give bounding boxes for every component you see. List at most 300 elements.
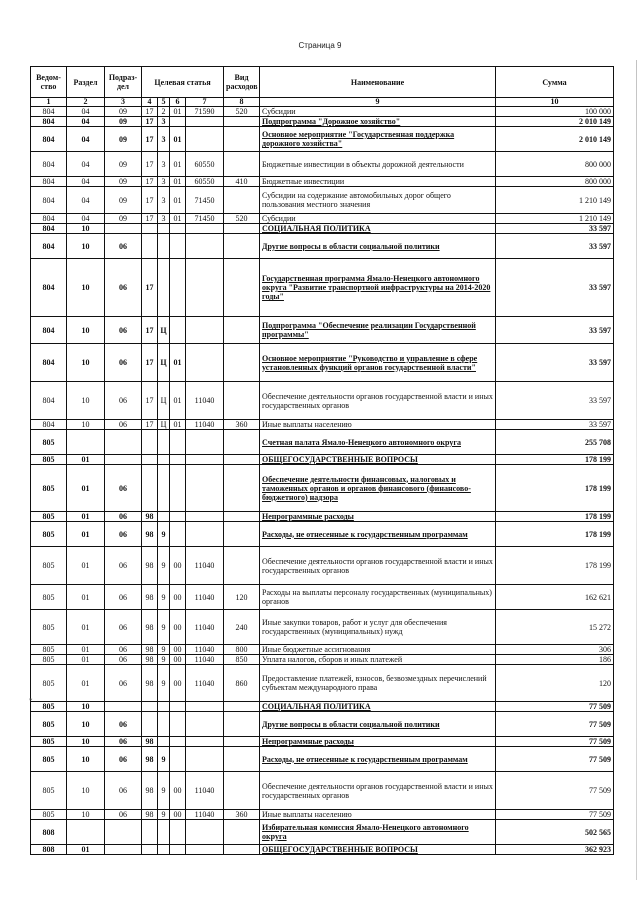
cell-program: 98 xyxy=(142,665,158,702)
header-number: 4 xyxy=(142,98,158,107)
cell-direction xyxy=(186,820,224,845)
cell-subprogram: Ц xyxy=(158,382,170,420)
cell-subprogram xyxy=(158,224,170,234)
cell-program: 17 xyxy=(142,152,158,177)
table-row xyxy=(31,772,614,810)
header-number: 1 xyxy=(31,98,67,107)
header-row xyxy=(31,67,614,98)
cell-section: 10 xyxy=(67,737,105,747)
budget-table xyxy=(30,66,614,855)
cell-direction: 11040 xyxy=(186,810,224,820)
cell-program: 17 xyxy=(142,117,158,127)
cell-department: 808 xyxy=(31,845,67,855)
cell-section: 01 xyxy=(67,645,105,655)
cell-sum: 77 509 xyxy=(496,772,614,810)
header-number: 5 xyxy=(158,98,170,107)
cell-expense-type: 520 xyxy=(224,214,260,224)
cell-event xyxy=(170,702,186,712)
cell-program: 17 xyxy=(142,214,158,224)
cell-subprogram: 9 xyxy=(158,522,170,547)
cell-subprogram: 9 xyxy=(158,585,170,610)
cell-subsection: 06 xyxy=(105,772,142,810)
cell-sum: 186 xyxy=(496,655,614,665)
cell-subsection: 09 xyxy=(105,177,142,187)
cell-name: Субсидии на содержание автомобильных дорог общего пользования местного значения xyxy=(260,187,496,214)
header-number: 8 xyxy=(224,98,260,107)
cell-name: Избирательная комиссия Ямало-Ненецкого автономного округа xyxy=(260,820,496,845)
cell-name: Иные закупки товаров, работ и услуг для обеспечения государственных (муниципальных) нужд xyxy=(260,610,496,645)
cell-expense-type xyxy=(224,747,260,772)
cell-department: 805 xyxy=(31,455,67,465)
cell-subprogram: 9 xyxy=(158,772,170,810)
table-row xyxy=(31,737,614,747)
cell-department: 805 xyxy=(31,430,67,455)
cell-subprogram xyxy=(158,737,170,747)
cell-event xyxy=(170,317,186,344)
cell-department: 805 xyxy=(31,702,67,712)
cell-direction xyxy=(186,224,224,234)
cell-section: 04 xyxy=(67,107,105,117)
cell-subsection: 06 xyxy=(105,747,142,772)
cell-program: 98 xyxy=(142,737,158,747)
cell-section: 01 xyxy=(67,522,105,547)
cell-subsection: 06 xyxy=(105,645,142,655)
cell-section: 04 xyxy=(67,187,105,214)
cell-direction: 11040 xyxy=(186,547,224,585)
cell-subprogram xyxy=(158,712,170,737)
table-row xyxy=(31,465,614,512)
cell-subprogram xyxy=(158,455,170,465)
cell-name: Расходы на выплаты персоналу государственных (муниципальных) органов xyxy=(260,585,496,610)
cell-name: Расходы, не отнесенные к государственным программам xyxy=(260,522,496,547)
cell-name: Обеспечение деятельности органов государственной власти и иных государственных органов xyxy=(260,772,496,810)
cell-subsection xyxy=(105,820,142,845)
cell-event xyxy=(170,512,186,522)
cell-sum: 362 923 xyxy=(496,845,614,855)
cell-sum: 255 708 xyxy=(496,430,614,455)
cell-name: Непрограммные расходы xyxy=(260,737,496,747)
cell-program: 98 xyxy=(142,522,158,547)
cell-name: Обеспечение деятельности финансовых, налоговых и таможенных органов и органов финансового (финансово-бюджетного) надзора xyxy=(260,465,496,512)
cell-event: 00 xyxy=(170,810,186,820)
cell-expense-type: 120 xyxy=(224,585,260,610)
cell-event xyxy=(170,455,186,465)
header-number: 9 xyxy=(260,98,496,107)
cell-program xyxy=(142,845,158,855)
cell-event: 01 xyxy=(170,127,186,152)
cell-section: 10 xyxy=(67,772,105,810)
cell-program: 98 xyxy=(142,610,158,645)
cell-expense-type: 410 xyxy=(224,177,260,187)
cell-direction: 71450 xyxy=(186,187,224,214)
cell-department: 804 xyxy=(31,259,67,317)
cell-program xyxy=(142,224,158,234)
cell-expense-type xyxy=(224,820,260,845)
cell-sum: 2 010 149 xyxy=(496,127,614,152)
cell-section: 10 xyxy=(67,702,105,712)
cell-subprogram xyxy=(158,512,170,522)
cell-subprogram: Ц xyxy=(158,344,170,382)
cell-program: 98 xyxy=(142,772,158,810)
table-row xyxy=(31,152,614,177)
cell-sum: 178 199 xyxy=(496,512,614,522)
cell-sum: 2 010 149 xyxy=(496,117,614,127)
table-row xyxy=(31,512,614,522)
table-row xyxy=(31,845,614,855)
cell-name: Подпрограмма "Дорожное хозяйство" xyxy=(260,117,496,127)
cell-department: 805 xyxy=(31,810,67,820)
cell-event: 00 xyxy=(170,585,186,610)
cell-subprogram: 3 xyxy=(158,214,170,224)
cell-section: 10 xyxy=(67,420,105,430)
cell-subsection: 06 xyxy=(105,547,142,585)
cell-direction: 11040 xyxy=(186,382,224,420)
table-row xyxy=(31,712,614,737)
cell-department: 805 xyxy=(31,772,67,810)
cell-subsection: 06 xyxy=(105,810,142,820)
cell-sum: 306 xyxy=(496,645,614,655)
cell-subsection: 06 xyxy=(105,655,142,665)
cell-sum: 77 509 xyxy=(496,737,614,747)
cell-expense-type: 360 xyxy=(224,420,260,430)
cell-subsection: 06 xyxy=(105,259,142,317)
cell-event: 01 xyxy=(170,177,186,187)
cell-sum: 77 509 xyxy=(496,747,614,772)
table-row xyxy=(31,317,614,344)
cell-name: Обеспечение деятельности органов государственной власти и иных государственных органов xyxy=(260,382,496,420)
cell-expense-type xyxy=(224,465,260,512)
cell-subprogram: Ц xyxy=(158,317,170,344)
cell-department: 804 xyxy=(31,382,67,420)
cell-expense-type xyxy=(224,344,260,382)
cell-direction xyxy=(186,702,224,712)
cell-expense-type: 520 xyxy=(224,107,260,117)
cell-section xyxy=(67,820,105,845)
table-row xyxy=(31,810,614,820)
cell-program: 17 xyxy=(142,420,158,430)
cell-expense-type xyxy=(224,317,260,344)
header-number: 7 xyxy=(186,98,224,107)
cell-department: 805 xyxy=(31,522,67,547)
cell-subsection: 06 xyxy=(105,382,142,420)
cell-department: 804 xyxy=(31,127,67,152)
cell-name: Иные выплаты населению xyxy=(260,420,496,430)
table-row xyxy=(31,117,614,127)
cell-department: 804 xyxy=(31,187,67,214)
cell-name: Иные выплаты населению xyxy=(260,810,496,820)
cell-department: 805 xyxy=(31,512,67,522)
cell-section: 04 xyxy=(67,214,105,224)
cell-section: 01 xyxy=(67,610,105,645)
table-row xyxy=(31,455,614,465)
header-section: Раздел xyxy=(67,67,105,98)
cell-name: СОЦИАЛЬНАЯ ПОЛИТИКА xyxy=(260,224,496,234)
cell-program: 17 xyxy=(142,177,158,187)
cell-event: 00 xyxy=(170,547,186,585)
cell-name: Другие вопросы в области социальной политики xyxy=(260,712,496,737)
cell-program: 17 xyxy=(142,107,158,117)
cell-direction xyxy=(186,127,224,152)
cell-section: 04 xyxy=(67,152,105,177)
header-number: 3 xyxy=(105,98,142,107)
cell-sum: 33 597 xyxy=(496,259,614,317)
header-expense-type: Вид расходов xyxy=(224,67,260,98)
cell-event: 01 xyxy=(170,107,186,117)
cell-sum: 15 272 xyxy=(496,610,614,645)
cell-sum: 100 000 xyxy=(496,107,614,117)
cell-section: 10 xyxy=(67,382,105,420)
table-row xyxy=(31,430,614,455)
cell-subprogram: 9 xyxy=(158,655,170,665)
cell-sum: 33 597 xyxy=(496,344,614,382)
cell-expense-type: 240 xyxy=(224,610,260,645)
cell-event xyxy=(170,259,186,317)
cell-program xyxy=(142,702,158,712)
cell-subprogram: 3 xyxy=(158,117,170,127)
cell-expense-type xyxy=(224,234,260,259)
cell-subprogram xyxy=(158,465,170,512)
cell-section: 10 xyxy=(67,747,105,772)
header-number: 10 xyxy=(496,98,614,107)
table-row xyxy=(31,547,614,585)
table-row xyxy=(31,747,614,772)
cell-program: 98 xyxy=(142,512,158,522)
cell-event: 00 xyxy=(170,610,186,645)
cell-sum: 33 597 xyxy=(496,382,614,420)
cell-subsection: 06 xyxy=(105,420,142,430)
cell-subprogram: 3 xyxy=(158,177,170,187)
table-row xyxy=(31,127,614,152)
cell-expense-type xyxy=(224,224,260,234)
cell-department: 805 xyxy=(31,747,67,772)
cell-department: 805 xyxy=(31,712,67,737)
cell-expense-type xyxy=(224,702,260,712)
cell-event: 01 xyxy=(170,382,186,420)
table-row xyxy=(31,420,614,430)
cell-subsection xyxy=(105,430,142,455)
cell-expense-type: 850 xyxy=(224,655,260,665)
cell-subsection xyxy=(105,455,142,465)
cell-subsection: 06 xyxy=(105,317,142,344)
cell-name: ОБЩЕГОСУДАРСТВЕННЫЕ ВОПРОСЫ xyxy=(260,455,496,465)
cell-subprogram: 9 xyxy=(158,747,170,772)
cell-department: 805 xyxy=(31,585,67,610)
cell-direction xyxy=(186,845,224,855)
cell-section xyxy=(67,430,105,455)
cell-direction xyxy=(186,522,224,547)
cell-subprogram xyxy=(158,259,170,317)
cell-subsection: 09 xyxy=(105,117,142,127)
cell-direction xyxy=(186,712,224,737)
cell-section: 01 xyxy=(67,512,105,522)
cell-expense-type xyxy=(224,547,260,585)
cell-sum: 800 000 xyxy=(496,152,614,177)
cell-section: 01 xyxy=(67,465,105,512)
cell-section: 04 xyxy=(67,117,105,127)
cell-subprogram: 9 xyxy=(158,810,170,820)
cell-direction: 11040 xyxy=(186,645,224,655)
cell-section: 10 xyxy=(67,712,105,737)
cell-direction xyxy=(186,317,224,344)
cell-expense-type xyxy=(224,117,260,127)
cell-subprogram: 9 xyxy=(158,645,170,655)
cell-sum: 1 210 149 xyxy=(496,187,614,214)
cell-program: 98 xyxy=(142,585,158,610)
cell-program: 17 xyxy=(142,127,158,152)
cell-subsection: 06 xyxy=(105,665,142,702)
cell-subsection: 06 xyxy=(105,610,142,645)
cell-event: 01 xyxy=(170,152,186,177)
cell-direction xyxy=(186,344,224,382)
cell-program: 98 xyxy=(142,747,158,772)
cell-sum: 502 565 xyxy=(496,820,614,845)
cell-name: Уплата налогов, сборов и иных платежей xyxy=(260,655,496,665)
cell-sum: 178 199 xyxy=(496,547,614,585)
table-row xyxy=(31,655,614,665)
cell-department: 804 xyxy=(31,117,67,127)
cell-department: 808 xyxy=(31,820,67,845)
cell-expense-type: 860 xyxy=(224,665,260,702)
cell-program: 98 xyxy=(142,645,158,655)
cell-name: Непрограммные расходы xyxy=(260,512,496,522)
cell-department: 805 xyxy=(31,645,67,655)
cell-subsection: 06 xyxy=(105,465,142,512)
table-row xyxy=(31,645,614,655)
cell-expense-type xyxy=(224,382,260,420)
cell-section: 01 xyxy=(67,845,105,855)
cell-name: Бюджетные инвестиции xyxy=(260,177,496,187)
cell-subprogram xyxy=(158,702,170,712)
cell-expense-type xyxy=(224,712,260,737)
cell-department: 805 xyxy=(31,665,67,702)
cell-sum: 178 199 xyxy=(496,465,614,512)
cell-program: 98 xyxy=(142,810,158,820)
cell-direction: 11040 xyxy=(186,585,224,610)
cell-department: 804 xyxy=(31,317,67,344)
header-number: 6 xyxy=(170,98,186,107)
cell-program: 98 xyxy=(142,655,158,665)
cell-subprogram xyxy=(158,820,170,845)
cell-department: 804 xyxy=(31,152,67,177)
table-row xyxy=(31,382,614,420)
cell-expense-type: 800 xyxy=(224,645,260,655)
cell-direction: 11040 xyxy=(186,772,224,810)
cell-event xyxy=(170,117,186,127)
cell-direction xyxy=(186,465,224,512)
cell-section: 01 xyxy=(67,585,105,610)
cell-sum: 1 210 149 xyxy=(496,214,614,224)
cell-event xyxy=(170,224,186,234)
table-row xyxy=(31,820,614,845)
cell-subsection: 09 xyxy=(105,187,142,214)
header-department: Ведом-ство xyxy=(31,67,67,98)
cell-section: 10 xyxy=(67,259,105,317)
cell-name: СОЦИАЛЬНАЯ ПОЛИТИКА xyxy=(260,702,496,712)
cell-subsection: 06 xyxy=(105,737,142,747)
header-subsection: Подраз-дел xyxy=(105,67,142,98)
cell-event xyxy=(170,820,186,845)
cell-subprogram: 9 xyxy=(158,665,170,702)
cell-sum: 33 597 xyxy=(496,224,614,234)
cell-event xyxy=(170,465,186,512)
cell-department: 804 xyxy=(31,177,67,187)
cell-name: Основное мероприятие "Руководство и управление в сфере установленных функций органов государственной власти" xyxy=(260,344,496,382)
cell-sum: 33 597 xyxy=(496,317,614,344)
table-body xyxy=(31,107,614,855)
cell-subprogram xyxy=(158,234,170,259)
cell-expense-type xyxy=(224,152,260,177)
cell-name: Другие вопросы в области социальной политики xyxy=(260,234,496,259)
margin-mark: * xyxy=(29,697,33,705)
cell-name: Субсидии xyxy=(260,107,496,117)
cell-program: 17 xyxy=(142,187,158,214)
cell-name: Бюджетные инвестиции в объекты дорожной деятельности xyxy=(260,152,496,177)
cell-program xyxy=(142,455,158,465)
cell-name: Подпрограмма "Обеспечение реализации Государственной программы" xyxy=(260,317,496,344)
cell-subprogram xyxy=(158,845,170,855)
cell-sum: 120 xyxy=(496,665,614,702)
table-row xyxy=(31,665,614,702)
cell-department: 804 xyxy=(31,344,67,382)
cell-section: 10 xyxy=(67,234,105,259)
cell-event xyxy=(170,747,186,772)
table-row xyxy=(31,177,614,187)
cell-subprogram xyxy=(158,430,170,455)
cell-event: 01 xyxy=(170,344,186,382)
cell-department: 805 xyxy=(31,465,67,512)
cell-expense-type xyxy=(224,737,260,747)
cell-section: 01 xyxy=(67,655,105,665)
cell-event: 01 xyxy=(170,420,186,430)
cell-department: 805 xyxy=(31,610,67,645)
cell-subsection xyxy=(105,845,142,855)
cell-event: 00 xyxy=(170,665,186,702)
cell-expense-type xyxy=(224,127,260,152)
cell-subprogram: 2 xyxy=(158,107,170,117)
scan-edge xyxy=(636,60,637,880)
cell-direction: 60550 xyxy=(186,177,224,187)
header-target-article: Целевая статья xyxy=(142,67,224,98)
cell-sum: 33 597 xyxy=(496,420,614,430)
cell-subprogram: Ц xyxy=(158,420,170,430)
cell-name: Предоставление платежей, взносов, безвозмездных перечислений субъектам международного права xyxy=(260,665,496,702)
cell-program: 17 xyxy=(142,344,158,382)
cell-event xyxy=(170,737,186,747)
table-row xyxy=(31,234,614,259)
cell-direction: 71450 xyxy=(186,214,224,224)
cell-program xyxy=(142,712,158,737)
cell-subsection: 09 xyxy=(105,107,142,117)
cell-direction: 11040 xyxy=(186,610,224,645)
cell-section: 10 xyxy=(67,224,105,234)
cell-program: 17 xyxy=(142,317,158,344)
cell-event xyxy=(170,712,186,737)
cell-section: 04 xyxy=(67,127,105,152)
cell-department: 804 xyxy=(31,214,67,224)
cell-name: ОБЩЕГОСУДАРСТВЕННЫЕ ВОПРОСЫ xyxy=(260,845,496,855)
cell-expense-type: 360 xyxy=(224,810,260,820)
cell-sum: 33 597 xyxy=(496,234,614,259)
cell-expense-type xyxy=(224,455,260,465)
cell-subsection: 09 xyxy=(105,127,142,152)
cell-expense-type xyxy=(224,259,260,317)
cell-subprogram: 9 xyxy=(158,547,170,585)
cell-subsection: 09 xyxy=(105,214,142,224)
cell-event: 00 xyxy=(170,772,186,810)
cell-event xyxy=(170,430,186,455)
cell-subsection: 06 xyxy=(105,522,142,547)
cell-name: Иные бюджетные ассигнования xyxy=(260,645,496,655)
